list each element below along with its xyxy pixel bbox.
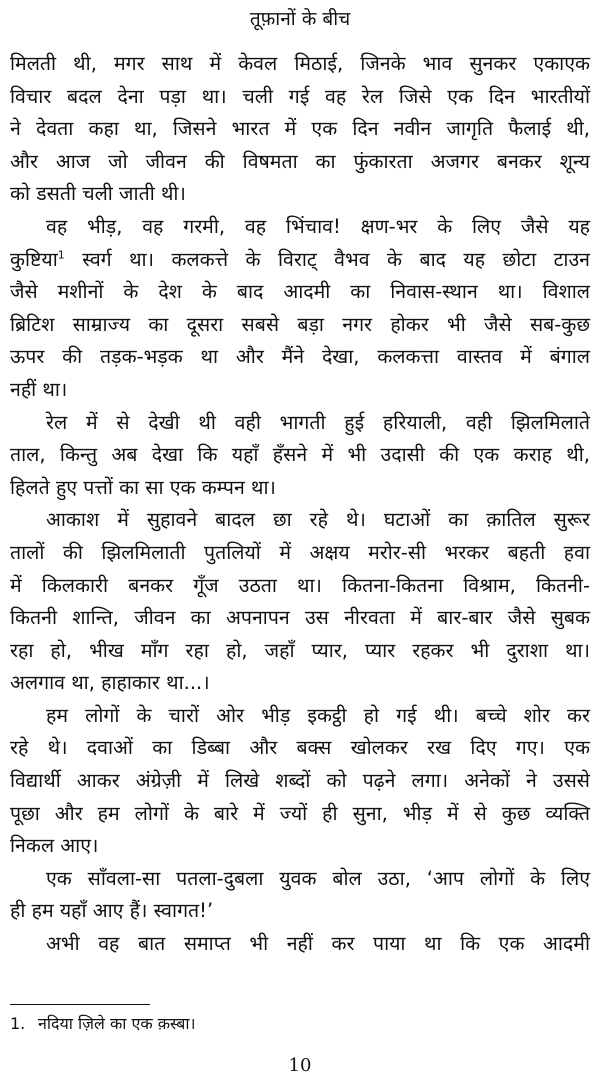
paragraph-7	[10, 928, 590, 961]
page-number: 10	[288, 1055, 312, 1076]
footnote	[10, 1012, 590, 1036]
text-line	[10, 211, 590, 244]
footnote-divider	[10, 1004, 150, 1005]
text-line	[10, 504, 590, 537]
paragraph-2	[10, 211, 590, 407]
text-line: को डसती चली जाती थी।	[10, 182, 186, 206]
text-line-content: स्वर्ग था। कलकत्ते के विराट् वैभव के बाद यह छोटा टाउन	[82, 247, 590, 271]
text-line	[10, 244, 590, 277]
text-line: ने देवता कहा था, जिसने भारत में एक दिन नवीन जागृति फैलाई थी,	[10, 117, 590, 141]
text-line: रहा हो, भीख माँग रहा हो, जहाँ प्यार, प्यार रहकर भी दुराशा था।	[10, 638, 590, 662]
text-line: नहीं था।	[10, 377, 68, 401]
text-line	[10, 863, 590, 896]
paragraph-4	[10, 504, 590, 700]
footnote-marker: 1.	[10, 1014, 26, 1033]
paragraph-3	[10, 407, 590, 505]
text-line: निकल आए।	[10, 834, 99, 858]
text-line: ब्रिटिश साम्राज्य का दूसरा सबसे बड़ा नगर होकर भी जैसे सब-कुछ	[10, 312, 590, 336]
text-line: विद्यार्थी आकर अंग्रेज़ी में लिखे शब्दों को पढ़ने लगा। अनेकों ने उससे	[10, 769, 590, 793]
paragraph-6	[10, 863, 590, 928]
text-line: ऊपर की तड़क-भड़क था और मैंने देखा, कलकत्ता वास्तव में बंगाल	[10, 345, 590, 369]
text-line: ही हम यहाँ आए हैं। स्वागत!’	[10, 899, 214, 923]
body-text	[10, 48, 590, 961]
text-line-content: अभी वह बात समाप्त भी नहीं कर पाया था कि एक आदमी	[46, 932, 590, 956]
text-line-content: रेल में से देखी थी वही भागती हुई हरियाली, वही झिलमिलाते	[46, 410, 590, 434]
text-line: कितनी शान्ति, जीवन का अपनापन उस नीरवता में बार-बार जैसे सुबक	[10, 606, 590, 630]
text-line: और आज जो जीवन की विषमता का फुंकारता अजगर बनकर शून्य	[10, 149, 590, 173]
text-line	[10, 700, 590, 733]
running-head: तूफ़ानों के बीच	[249, 8, 351, 30]
text-line	[10, 928, 590, 961]
text-line: तालों की झिलमिलाती पुतलियों में अक्षय मरोर-सी भरकर बहती हवा	[10, 540, 590, 564]
text-line: मिलती थी, मगर साथ में केवल मिठाई, जिनके भाव सुनकर एकाएक	[10, 52, 590, 75]
text-line	[10, 407, 590, 440]
footnote-reference: 1	[57, 248, 65, 262]
text-line-content: हम लोगों के चारों ओर भीड़ इकट्ठी हो गई थी। बच्चे शोर कर	[46, 703, 590, 727]
text-line: विचार बदल देना पड़ा था। चली गई वह रेल जिसे एक दिन भारतीयों	[10, 84, 590, 108]
text-line-content: आकाश में सुहावने बादल छा रहे थे। घटाओं का क़ातिल सुरूर	[46, 508, 590, 532]
text-line: अलगाव था, हाहाकार था...।	[10, 671, 210, 695]
footnote-text: नदिया ज़िले का एक क़स्बा।	[38, 1014, 196, 1033]
text-line: जैसे मशीनों के देश के बाद आदमी का निवास-स्थान था। विशाल	[10, 280, 590, 304]
text-line: पूछा और हम लोगों के बारे में ज्यों ही सुना, भीड़ में से कुछ व्यक्ति	[10, 801, 590, 825]
text-line: रहे थे। दवाओं का डिब्बा और बक्स खोलकर रख दिए गए। एक	[10, 736, 590, 760]
footnote-word: कुष्टिया	[10, 247, 58, 271]
paragraph-1	[10, 48, 590, 211]
text-line: ताल, किन्तु अब देखा कि यहाँ हँसने में भी उदासी की एक कराह थी,	[10, 443, 590, 467]
text-line: हिलते हुए पत्तों का सा एक कम्पन था।	[10, 475, 276, 499]
text-line: में किलकारी बनकर गूँज उठता था। कितना-कितना विश्राम, कितनी-	[10, 573, 590, 597]
paragraph-5	[10, 700, 590, 863]
text-line-content: वह भीड़, वह गरमी, वह भिंचाव! क्षण-भर के लिए जैसे यह	[46, 214, 590, 238]
text-line-content: एक साँवला-सा पतला-दुबला युवक बोल उठा, ‘आप लोगों के लिए	[46, 866, 590, 890]
